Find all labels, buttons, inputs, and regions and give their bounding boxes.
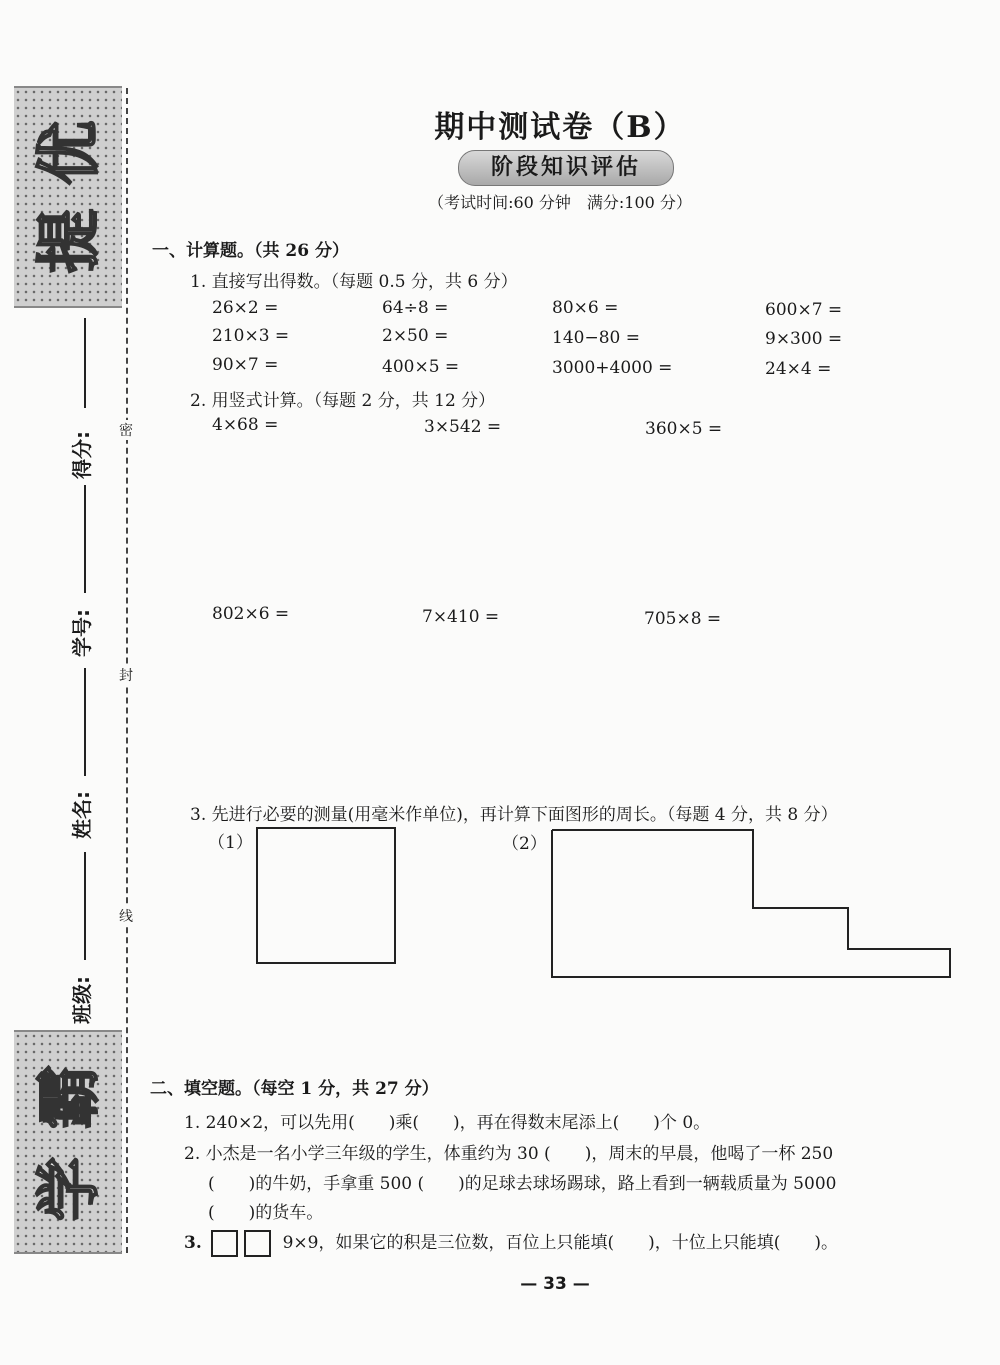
brand-char: 学 (33, 1157, 107, 1221)
brand-char: 提 (33, 209, 107, 273)
calc-item[interactable]: 26×2 = (212, 298, 279, 318)
figure-1-label: （1） (208, 833, 253, 853)
vertical-calc-item[interactable]: 4×68 = (212, 415, 279, 435)
question-2-title: 2. 用竖式计算。（每题 2 分，共 12 分） (190, 391, 496, 411)
calc-item[interactable]: 80×6 = (552, 298, 619, 318)
answer-line-student-id[interactable] (84, 485, 86, 593)
square-figure (256, 827, 396, 964)
fill-question-2-line-1[interactable]: 2. 小杰是一名小学三年级的学生，体重约为 30 ( )，周末的早晨，他喝了一杯 250 (184, 1144, 834, 1164)
fill-question-2-line-3[interactable]: ( )的货车。 (208, 1203, 324, 1223)
cut-mark-seal: 密 (116, 420, 136, 440)
subtitle-banner: 阶段知识评估 (458, 150, 674, 186)
digit-box[interactable] (211, 1230, 238, 1257)
calc-item[interactable]: 400×5 = (382, 357, 460, 377)
page-title: 期中测试卷（B） (434, 110, 686, 145)
answer-line-score[interactable] (84, 318, 86, 408)
calc-item[interactable]: 140−80 = (552, 328, 640, 348)
calc-item[interactable]: 90×7 = (212, 355, 279, 375)
calc-item[interactable]: 9×300 = (765, 329, 843, 349)
stepped-figure (550, 828, 954, 980)
name-label: 姓名: (70, 791, 94, 839)
question-3-title: 3. 先进行必要的测量(用毫米作单位)，再计算下面图形的周长。（每题 4 分，共 8 分） (190, 805, 838, 825)
vertical-calc-item[interactable]: 3×542 = (424, 417, 502, 437)
section-1-title: 一、计算题。（共 26 分） (152, 241, 349, 261)
answer-line-class[interactable] (84, 852, 86, 960)
brand-logo-bottom (14, 1030, 122, 1254)
section-2-title: 二、填空题。（每空 1 分，共 27 分） (150, 1079, 439, 1099)
answer-line-name[interactable] (84, 668, 86, 776)
cut-mark-seal: 封 (116, 665, 136, 685)
exam-info: （考试时间:60 分钟 满分:100 分） (428, 193, 692, 212)
calc-item[interactable]: 2×50 = (382, 326, 449, 346)
brand-char: 霸 (33, 1065, 107, 1129)
score-label: 得分: (70, 431, 94, 479)
calc-item[interactable]: 600×7 = (765, 300, 843, 320)
vertical-calc-item[interactable]: 360×5 = (645, 419, 723, 439)
student-id-label: 学号: (70, 609, 94, 657)
digit-box[interactable] (244, 1230, 271, 1257)
vertical-calc-item[interactable]: 7×410 = (422, 607, 500, 627)
brand-logo-top (14, 86, 122, 308)
vertical-calc-item[interactable]: 705×8 = (644, 609, 722, 629)
fill-question-3[interactable] (184, 1228, 838, 1257)
vertical-calc-item[interactable]: 802×6 = (212, 604, 290, 624)
brand-char: 优 (33, 121, 107, 185)
question-number: 3. (184, 1233, 202, 1253)
figure-2-label: （2） (502, 834, 547, 854)
calc-item[interactable]: 64÷8 = (382, 298, 449, 318)
fill-question-2-line-2[interactable]: ( )的牛奶，手拿重 500 ( )的足球去球场踢球，路上看到一辆载质量为 5000 (208, 1174, 837, 1194)
calc-item[interactable]: 3000+4000 = (552, 358, 673, 378)
class-label: 班级: (70, 976, 94, 1024)
question-text: 9×9，如果它的积是三位数，百位上只能填( )，十位上只能填( )。 (282, 1233, 838, 1253)
fill-question-1[interactable]: 1. 240×2，可以先用( )乘( )，再在得数末尾添上( )个 0。 (184, 1113, 711, 1133)
calc-item[interactable]: 24×4 = (765, 359, 832, 379)
page-number: — 33 — (520, 1274, 590, 1294)
calc-item[interactable]: 210×3 = (212, 326, 290, 346)
question-1-title: 1. 直接写出得数。（每题 0.5 分，共 6 分） (190, 272, 518, 292)
cut-mark-line: 线 (116, 906, 136, 926)
